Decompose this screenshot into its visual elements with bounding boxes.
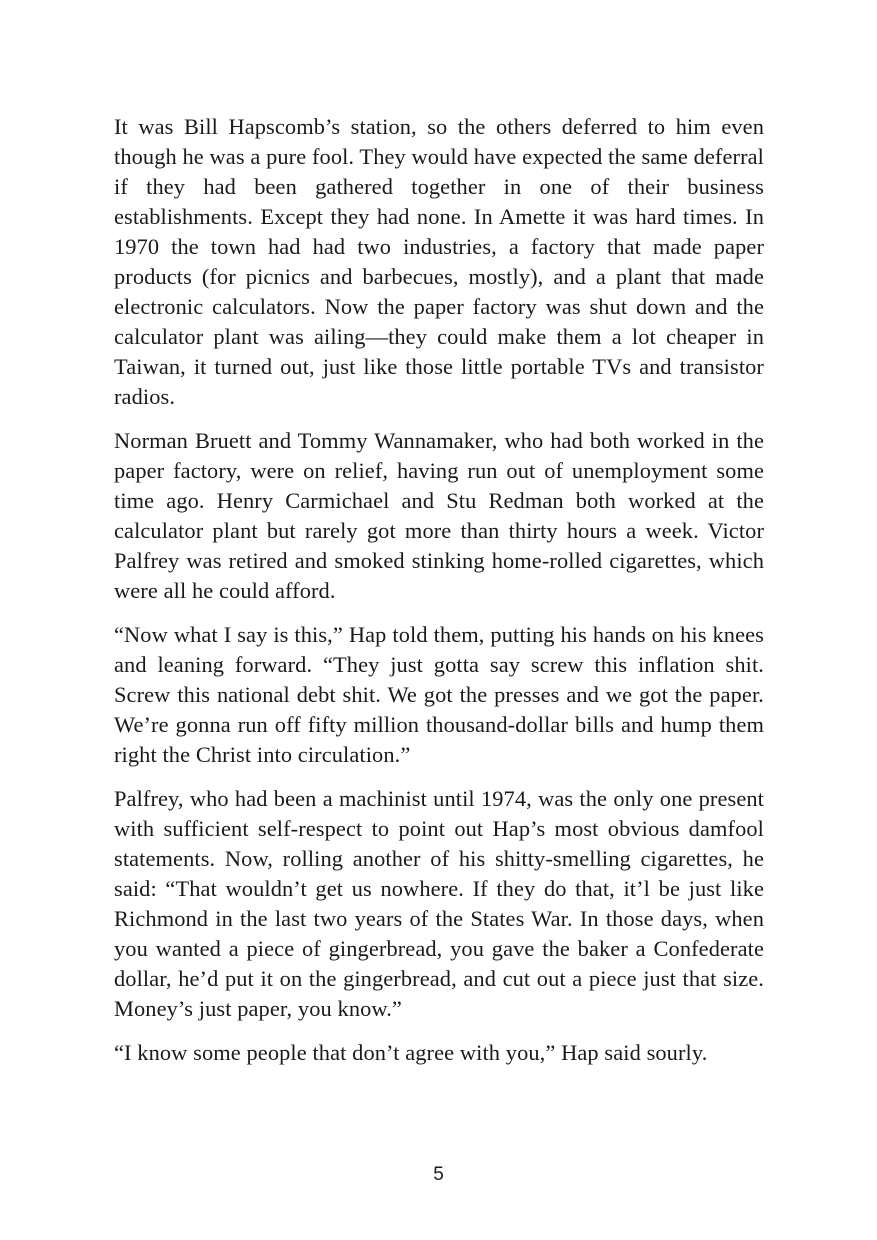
page-number: 5: [433, 1164, 444, 1185]
body-paragraph: Palfrey, who had been a machinist until 1974, was the only one present with sufficient self-respect to point out Hap’s most obvious damfool statements. Now, rolling another of his shitty-smelling cigarettes, he said: “That wouldn’t get us nowhere. If they do that, it’l be just like Richmond in the last two years of the States War. In those days, when you wanted a piece of gingerbread, you gave the baker a Confederate dollar, he’d put it on the gingerbread, and cut out a piece just that size. Money’s just paper, you know.”: [114, 786, 764, 1021]
body-paragraph: Norman Bruett and Tommy Wannamaker, who had both worked in the paper factory, were on relief, having run out of unemployment some time ago. Henry Carmichael and Stu Redman both worked at the calculator plant but rarely got more than thirty hours a week. Victor Palfrey was retired and smoked stinking home-rolled cigarettes, which were all he could afford.: [114, 428, 764, 603]
body-paragraph: It was Bill Hapscomb’s station, so the others deferred to him even though he was a pure fool. They would have expected the same deferral if they had been gathered together in one of their business establishments. Except they had none. In Amette it was hard times. In 1970 the town had had two industries, a factory that made paper products (for picnics and barbecues, mostly), and a plant that made electronic calculators. Now the paper factory was shut down and the calculator plant was ailing—they could make them a lot cheaper in Taiwan, it turned out, just like those little portable TVs and transistor radios.: [114, 114, 764, 409]
body-paragraph: “Now what I say is this,” Hap told them, putting his hands on his knees and leaning forward. “They just gotta say screw this inflation shit. Screw this national debt shit. We got the presses and we got the paper. We’re gonna run off fifty million thousand-dollar bills and hump them right the Christ into circulation.”: [114, 622, 764, 767]
body-text-column: [114, 112, 764, 1068]
body-paragraph: “I know some people that don’t agree with you,” Hap said sourly.: [114, 1040, 708, 1065]
